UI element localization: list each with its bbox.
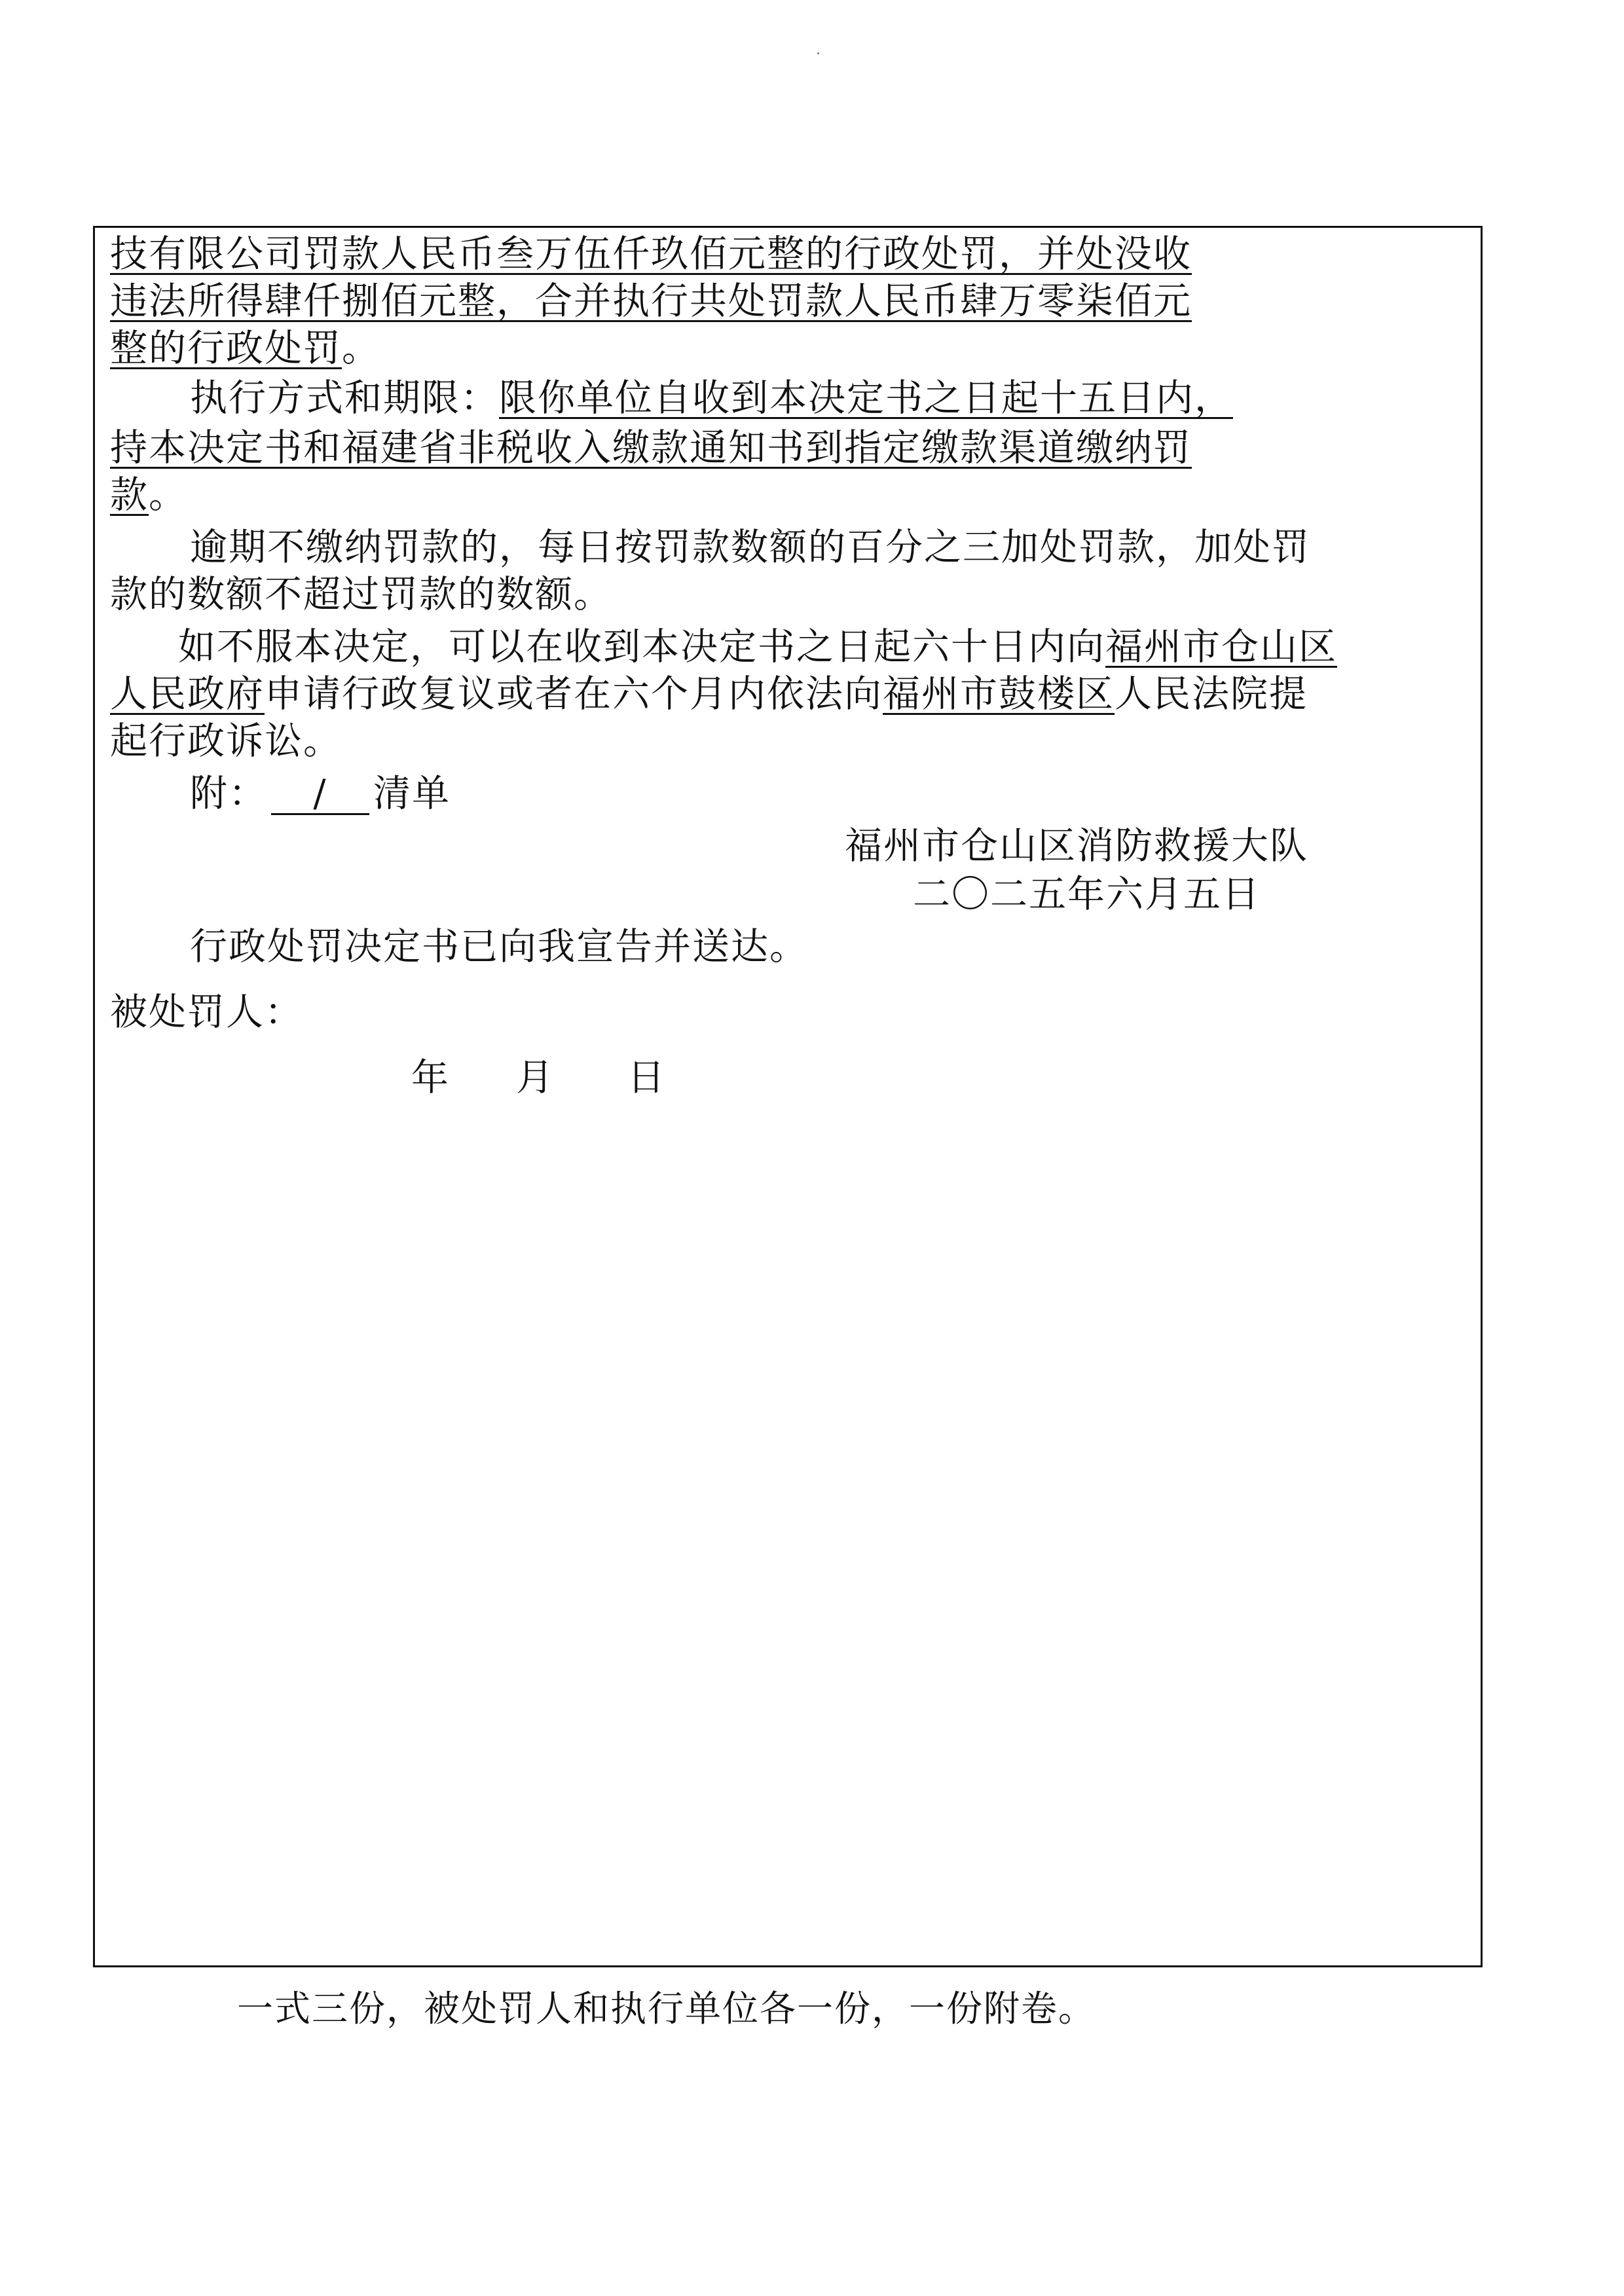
appeal-government-2: 人民政府 <box>110 672 265 716</box>
overdue-line-1-text: 逾期不缴纳罚款的，每日按罚款数额的百分之三加处罚款，加处罚 <box>190 526 1310 569</box>
receipt-year-label: 年 <box>411 1056 450 1099</box>
decision-line-2 <box>110 278 1192 325</box>
attachment-suffix: 清单 <box>373 772 451 815</box>
appeal-line-3 <box>110 718 342 765</box>
copies-note-text: 一式三份，被处罚人和执行单位各一份，一份附卷。 <box>237 1988 1096 2030</box>
receipt-statement-text: 行政处罚决定书已向我宣告并送达。 <box>190 925 808 968</box>
overdue-line-1 <box>190 524 1310 571</box>
appeal-line-1-pre: 如不服本决定，可以在收到本决定书之日起六十日内向 <box>178 625 1105 668</box>
execution-label: 执行方式和期限： <box>190 376 499 420</box>
execution-line-3-end: 。 <box>149 473 187 517</box>
issuer-name-text: 福州市仓山区消防救援大队 <box>845 824 1308 867</box>
receipt-date-line <box>411 1054 666 1101</box>
receipt-day-label: 日 <box>627 1056 666 1099</box>
decision-line-3-text: 整的行政处罚 <box>110 327 342 370</box>
execution-line-2-text: 持本决定书和福建省非税收入缴款通知书到指定缴款渠道缴纳罚 <box>110 426 1192 469</box>
decision-line-2-text: 违法所得肆仟捌佰元整，合并执行共处罚款人民币肆万零柒佰元 <box>110 280 1192 323</box>
appeal-line-2 <box>110 670 1308 718</box>
execution-line-1-text: 限你单位自收到本决定书之日起十五日内， <box>499 376 1233 420</box>
decision-line-1 <box>110 230 1468 278</box>
appeal-line-3-text: 起行政诉讼。 <box>110 720 342 763</box>
issuer-date-text: 二〇二五年六月五日 <box>913 873 1261 916</box>
recipient-label: 被处罚人： <box>110 991 303 1034</box>
decision-line-1-text: 技有限公司罚款人民币叁万伍仟玖佰元整的行政处罚，并处没收 <box>110 232 1192 276</box>
execution-line-3 <box>110 471 187 519</box>
appeal-government: 福州市仓山区 <box>1105 625 1337 668</box>
scan-speck <box>817 52 819 54</box>
attachment-line <box>190 770 451 817</box>
receipt-month-label: 月 <box>516 1056 555 1099</box>
issuer-date <box>913 871 1261 918</box>
appeal-line-2-mid: 申请行政复议或者在六个月内依法向 <box>265 672 883 716</box>
appeal-line-1 <box>178 623 1337 670</box>
decision-line-3 <box>110 325 380 372</box>
receipt-statement <box>190 923 808 970</box>
appeal-line-2-post: 人民法院提 <box>1115 672 1308 716</box>
appeal-court: 福州市鼓楼区 <box>883 672 1115 716</box>
document-frame <box>93 226 1483 1967</box>
attachment-count: / <box>271 774 369 815</box>
execution-line-1 <box>190 374 1233 422</box>
execution-line-3-text: 款 <box>110 473 149 517</box>
decision-line-3-end: 。 <box>342 327 380 370</box>
recipient-line <box>110 989 303 1036</box>
overdue-line-2-text: 款的数额不超过罚款的数额。 <box>110 573 612 616</box>
overdue-line-2 <box>110 571 612 618</box>
copies-note <box>237 1985 1096 2032</box>
execution-line-2 <box>110 424 1468 471</box>
attachment-label: 附： <box>190 772 267 815</box>
issuer-name <box>845 822 1308 869</box>
